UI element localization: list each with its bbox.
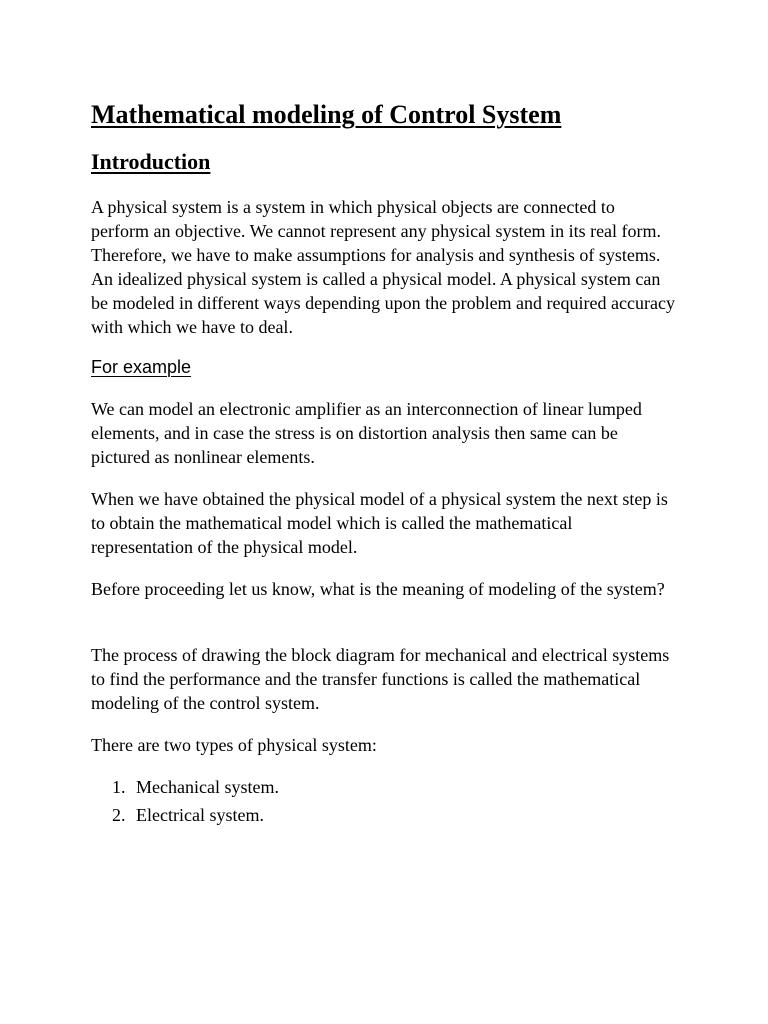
question-paragraph: Before proceeding let us know, what is the meaning of modeling of the system? [91,579,665,599]
list-item-number: 2. [112,805,126,825]
list-item [91,773,279,801]
example-heading: For example [91,357,192,377]
introduction-heading: Introduction [91,149,211,174]
document-title: Mathematical modeling of Control System [91,100,562,129]
types-intro-paragraph: There are two types of physical system: [91,735,377,755]
list-item-text: Mechanical system. [136,777,279,797]
document-page [91,0,681,1024]
list-item [91,801,279,829]
list-item-number: 1. [112,777,126,797]
physical-model-paragraph: When we have obtained the physical model of a physical system the next step is to obtain the mathematical model which is called the mathematical representation of the physical model. [91,489,668,557]
amplifier-paragraph: We can model an electronic amplifier as an interconnection of linear lumped elements, and in case the stress is on distortion analysis then same can be pictured as nonlinear elements. [91,399,642,467]
process-paragraph: The process of drawing the block diagram for mechanical and electrical systems to find the performance and the transfer functions is called the mathematical modeling of the control system. [91,645,670,713]
system-types-list [91,773,279,829]
list-item-text: Electrical system. [136,805,264,825]
intro-paragraph: A physical system is a system in which physical objects are connected to perform an objective. We cannot represent any physical system in its real form. Therefore, we have to make assumptions for analysis and synthesis of systems. An idealized physical system is called a physical model. A physical system can be modeled in different ways depending upon the problem and required accuracy with which we have to deal. [91,197,675,337]
